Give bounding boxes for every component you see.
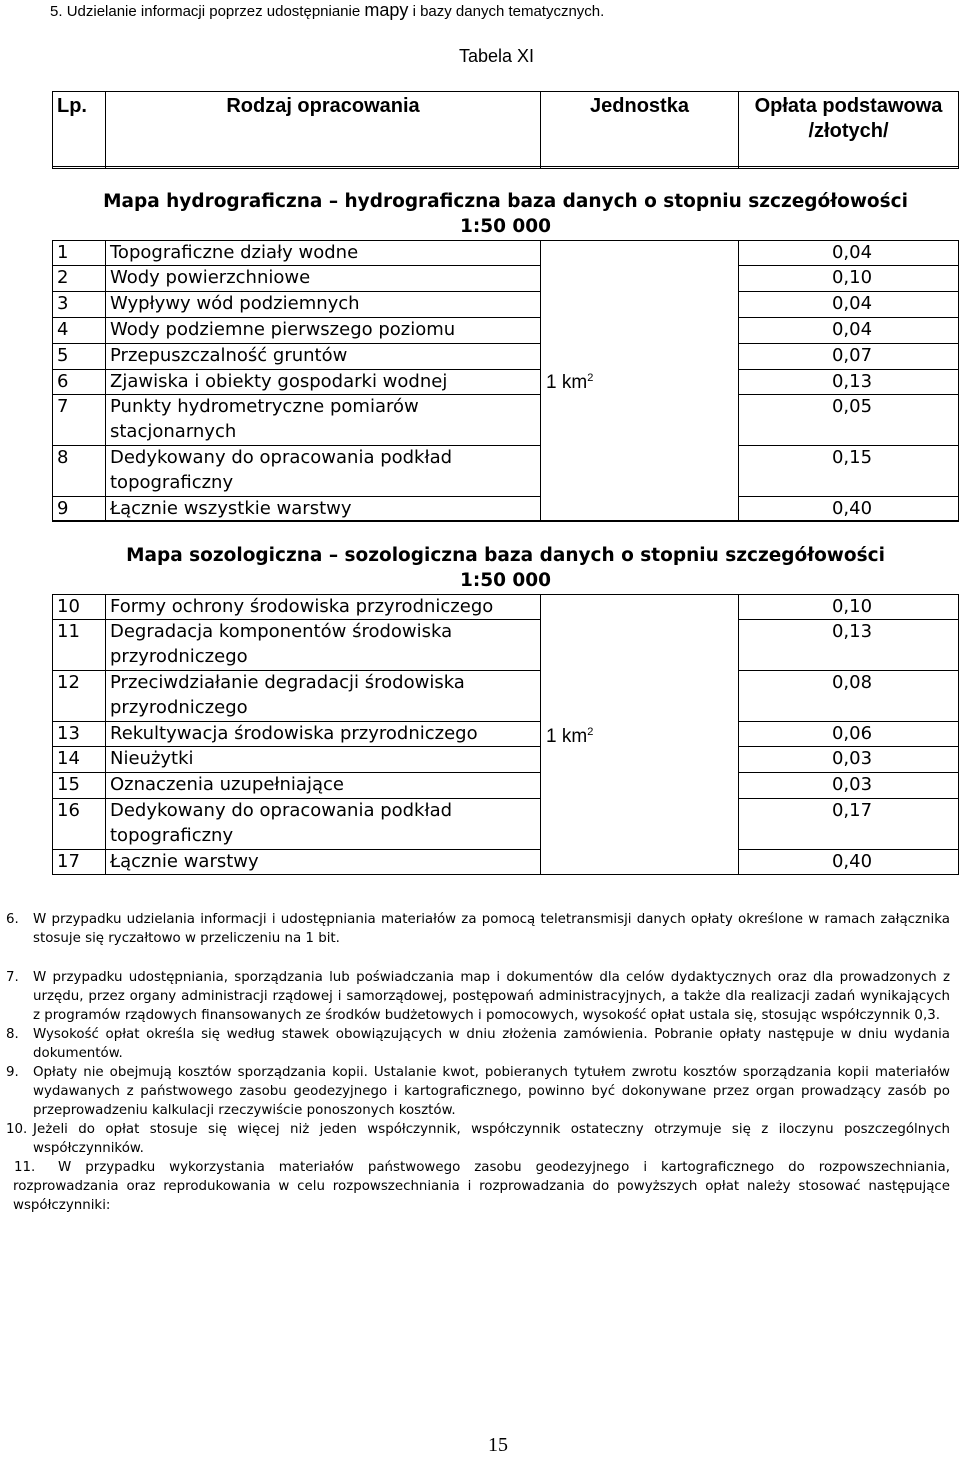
header-fee: Opłata podstawowa /złotych/ bbox=[739, 92, 959, 169]
hydro-row bbox=[53, 395, 959, 446]
hydro-row-fee: 0,40 bbox=[739, 496, 959, 522]
sozo-row-name: Oznaczenia uzupełniające bbox=[106, 773, 541, 799]
sozo-title-line2: 1:50 000 bbox=[459, 569, 552, 591]
hydro-row bbox=[53, 343, 959, 369]
hydro-row-number: 3 bbox=[53, 292, 106, 318]
hydro-row-fee: 0,07 bbox=[739, 343, 959, 369]
header-row bbox=[53, 92, 959, 169]
hydro-row-name: Łącznie wszystkie warstwy bbox=[106, 496, 541, 522]
hydro-row-name: Wypływy wód podziemnych bbox=[106, 292, 541, 318]
sozo-row-number: 17 bbox=[53, 849, 106, 875]
hydro-row-name: Przepuszczalność gruntów bbox=[106, 343, 541, 369]
sozo-row bbox=[53, 747, 959, 773]
note-item bbox=[0, 910, 950, 948]
note-item bbox=[0, 968, 950, 1025]
note-item bbox=[0, 1158, 950, 1215]
note-number: 7. bbox=[6, 970, 19, 985]
notes-list bbox=[0, 910, 960, 1215]
note-item bbox=[0, 1025, 950, 1063]
sozo-row bbox=[53, 773, 959, 799]
heading-text-after: i bazy danych tematycznych. bbox=[412, 3, 605, 20]
hydro-unit-exponent: 2 bbox=[587, 372, 594, 385]
hydro-row-fee: 0,05 bbox=[739, 395, 959, 446]
note-text: Opłaty nie obejmują kosztów sporządzania kopii. Ustalanie kwot, pobieranych tytułem zwrotu kosztów sporządzania kopii materiałów wydawanych z państwowego zasobu geodezyjnego i kartograficznego, powinno być dokonywane przez organ prowadzący zasób po przeprowadzeniu kalkulacji rzeczywiście ponoszonych kosztów. bbox=[33, 1065, 950, 1118]
hydro-title-line2: 1:50 000 bbox=[459, 215, 552, 237]
sozo-row-name: Dedykowany do opracowania podkład topograficzny bbox=[106, 798, 541, 849]
sozo-unit-exponent: 2 bbox=[587, 725, 594, 738]
heading-number: 5. bbox=[50, 3, 63, 20]
note-text: W przypadku udostępniania, sporządzania lub poświadczania map i dokumentów dla celów dydaktycznych oraz dla prowadzonych z urzędu, przez organy administracji rządowej i samorządowej, postępowań administracyjnych, a także dla realizacji zadań wynikających z programów rządowych finansowanych ze środków budżetowych i pomocowych, wysokość opłat ustala się, stosując współczynnik 0,3. bbox=[33, 970, 950, 1023]
sozo-row bbox=[53, 721, 959, 747]
hydro-unit-text: 1 km bbox=[546, 372, 588, 394]
hydro-row-number: 5 bbox=[53, 343, 106, 369]
hydro-row bbox=[53, 496, 959, 522]
sozo-row-number: 13 bbox=[53, 721, 106, 747]
sozo-row-fee: 0,06 bbox=[739, 721, 959, 747]
header-unit: Jednostka bbox=[541, 92, 739, 169]
header-lp: Lp. bbox=[53, 92, 106, 169]
hydro-row-name: Punkty hydrometryczne pomiarów stacjonarnych bbox=[106, 395, 541, 446]
sozo-title-line1: Mapa sozologiczna – sozologiczna baza danych o stopniu szczegółowości bbox=[126, 545, 885, 566]
hydro-row-name: Zjawiska i obiekty gospodarki wodnej bbox=[106, 369, 541, 395]
hydro-row bbox=[53, 266, 959, 292]
hydro-row-number: 4 bbox=[53, 317, 106, 343]
hydro-row-number: 1 bbox=[53, 240, 106, 266]
hydro-row-number: 9 bbox=[53, 496, 106, 522]
sozo-row-number: 12 bbox=[53, 670, 106, 721]
sozo-row-name: Formy ochrony środowiska przyrodniczego bbox=[106, 594, 541, 620]
hydro-row-name: Dedykowany do opracowania podkład topograficzny bbox=[106, 445, 541, 496]
hydro-row-fee: 0,04 bbox=[739, 240, 959, 266]
hydro-row-number: 8 bbox=[53, 445, 106, 496]
note-text: Jeżeli do opłat stosuje się więcej niż jeden współczynnik, współczynnik ostateczny otrzymuje się z iloczynu poszczególnych współczynników. bbox=[33, 1122, 950, 1156]
sozo-row-fee: 0,40 bbox=[739, 849, 959, 875]
note-number: 8. bbox=[6, 1027, 19, 1042]
fee-table-header bbox=[52, 91, 959, 169]
sozo-row bbox=[53, 620, 959, 671]
note-item bbox=[0, 1063, 950, 1120]
sozo-row-fee: 0,08 bbox=[739, 670, 959, 721]
hydro-row bbox=[53, 292, 959, 318]
note-item bbox=[0, 1120, 950, 1158]
sozo-table-body bbox=[53, 521, 959, 875]
hydro-title-row bbox=[53, 167, 959, 241]
sozo-unit-text: 1 km bbox=[546, 725, 588, 747]
page-number: 15 bbox=[488, 1434, 508, 1456]
header-type: Rodzaj opracowania bbox=[106, 92, 541, 169]
hydro-row-number: 6 bbox=[53, 369, 106, 395]
sozo-row bbox=[53, 670, 959, 721]
sozo-row bbox=[53, 798, 959, 849]
sozo-row bbox=[53, 594, 959, 620]
hydro-row bbox=[53, 369, 959, 395]
sozo-fee-table bbox=[52, 520, 959, 875]
note-number: 10. bbox=[6, 1122, 28, 1137]
sozo-row-fee: 0,13 bbox=[739, 620, 959, 671]
heading-text-big: mapy bbox=[364, 0, 409, 20]
sozo-row-number: 11 bbox=[53, 620, 106, 671]
hydro-fee-table bbox=[52, 166, 959, 522]
sozo-row-number: 14 bbox=[53, 747, 106, 773]
note-text: W przypadku wykorzystania materiałów państwowego zasobu geodezyjnego i kartograficznego do rozpowszechniania, rozprowadzania oraz reprodukowania w celu rozpowszechniania i rozprowadzania do powyższych opłat należy stosować następujące współczynniki: bbox=[13, 1160, 950, 1213]
hydro-row bbox=[53, 317, 959, 343]
table-caption: Tabela XI bbox=[459, 46, 535, 66]
hydro-row-fee: 0,15 bbox=[739, 445, 959, 496]
sozo-row-number: 15 bbox=[53, 773, 106, 799]
sozo-row-name: Nieużytki bbox=[106, 747, 541, 773]
hydro-row bbox=[53, 240, 959, 266]
sozo-row-fee: 0,03 bbox=[739, 747, 959, 773]
note-number: 9. bbox=[6, 1065, 19, 1080]
note-text: Wysokość opłat określa się według stawek obowiązujących w dniu złożenia zamówienia. Pobranie opłaty następuje w dniu wydania dokumentów. bbox=[33, 1027, 950, 1061]
sozo-row-name: Przeciwdziałanie degradacji środowiska przyrodniczego bbox=[106, 670, 541, 721]
note-text: W przypadku udzielania informacji i udostępniania materiałów za pomocą teletransmisji danych opłaty określone w ramach załącznika stosuje się ryczałtowo w przeliczeniu na 1 bit. bbox=[33, 912, 950, 946]
note-number: 6. bbox=[6, 912, 19, 927]
hydro-row-number: 2 bbox=[53, 266, 106, 292]
sozo-row-fee: 0,17 bbox=[739, 798, 959, 849]
sozo-row-name: Degradacja komponentów środowiska przyrodniczego bbox=[106, 620, 541, 671]
sozo-row-number: 10 bbox=[53, 594, 106, 620]
hydro-row-name: Topograficzne działy wodne bbox=[106, 240, 541, 266]
sozo-row-fee: 0,10 bbox=[739, 594, 959, 620]
hydro-row-number: 7 bbox=[53, 395, 106, 446]
sozo-row bbox=[53, 849, 959, 875]
hydro-row-fee: 0,13 bbox=[739, 369, 959, 395]
hydro-row-fee: 0,04 bbox=[739, 292, 959, 318]
note-number: 11. bbox=[14, 1160, 36, 1175]
hydro-row-name: Wody powierzchniowe bbox=[106, 266, 541, 292]
hydro-table-body bbox=[53, 167, 959, 522]
heading-text-before: Udzielanie informacji poprzez udostępnianie bbox=[66, 3, 361, 20]
sozo-row-number: 16 bbox=[53, 798, 106, 849]
hydro-row-fee: 0,10 bbox=[739, 266, 959, 292]
hydro-row-fee: 0,04 bbox=[739, 317, 959, 343]
sozo-title-row bbox=[53, 521, 959, 595]
sozo-row-fee: 0,03 bbox=[739, 773, 959, 799]
hydro-section-title bbox=[53, 167, 959, 241]
sozo-row-name: Rekultywacja środowiska przyrodniczego bbox=[106, 721, 541, 747]
sozo-unit bbox=[541, 594, 739, 875]
sozo-row-name: Łącznie warstwy bbox=[106, 849, 541, 875]
hydro-row-name: Wody podziemne pierwszego poziomu bbox=[106, 317, 541, 343]
sozo-section-title bbox=[53, 521, 959, 595]
hydro-title-line1: Mapa hydrograficzna – hydrograficzna baza danych o stopniu szczegółowości bbox=[103, 191, 908, 212]
section-heading bbox=[50, 0, 604, 21]
hydro-unit bbox=[541, 240, 739, 522]
hydro-row bbox=[53, 445, 959, 496]
